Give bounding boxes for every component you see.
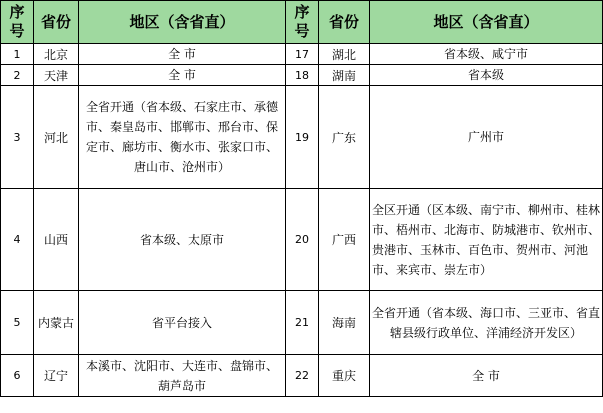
province-cell: 山西 bbox=[34, 189, 79, 291]
seq-cell: 19 bbox=[286, 86, 319, 189]
region-cell: 全 市 bbox=[79, 44, 286, 65]
region-cell: 全 市 bbox=[370, 355, 603, 397]
province-cell: 天津 bbox=[34, 65, 79, 86]
seq-cell: 2 bbox=[1, 65, 34, 86]
province-cell: 湖南 bbox=[319, 65, 370, 86]
table-row bbox=[1, 86, 603, 189]
header-region-left: 地区（含省直） bbox=[79, 1, 286, 44]
region-cell: 全省开通（省本级、海口市、三亚市、省直辖县级行政单位、洋浦经济开发区） bbox=[370, 291, 603, 355]
region-cell: 省本级、太原市 bbox=[79, 189, 286, 291]
province-cell: 辽宁 bbox=[34, 355, 79, 397]
region-cell: 本溪市、沈阳市、大连市、盘锦市、葫芦岛市 bbox=[79, 355, 286, 397]
seq-cell: 4 bbox=[1, 189, 34, 291]
seq-cell: 21 bbox=[286, 291, 319, 355]
table-row bbox=[1, 65, 603, 86]
table-row bbox=[1, 44, 603, 65]
region-cell: 省本级 bbox=[370, 65, 603, 86]
province-cell: 河北 bbox=[34, 86, 79, 189]
seq-cell: 22 bbox=[286, 355, 319, 397]
region-cell: 全 市 bbox=[79, 65, 286, 86]
table-row bbox=[1, 291, 603, 355]
region-cell: 省本级、咸宁市 bbox=[370, 44, 603, 65]
region-cell: 全省开通（省本级、石家庄市、承德市、秦皇岛市、邯郸市、邢台市、保定市、廊坊市、衡水市、张家口市、唐山市、沧州市） bbox=[79, 86, 286, 189]
seq-cell: 6 bbox=[1, 355, 34, 397]
region-cell: 广州市 bbox=[370, 86, 603, 189]
seq-cell: 5 bbox=[1, 291, 34, 355]
province-cell: 广东 bbox=[319, 86, 370, 189]
header-row bbox=[1, 1, 603, 44]
province-cell: 湖北 bbox=[319, 44, 370, 65]
seq-cell: 17 bbox=[286, 44, 319, 65]
province-cell: 内蒙古 bbox=[34, 291, 79, 355]
province-cell: 北京 bbox=[34, 44, 79, 65]
seq-cell: 20 bbox=[286, 189, 319, 291]
seq-cell: 18 bbox=[286, 65, 319, 86]
table-row bbox=[1, 189, 603, 291]
header-province-left: 省份 bbox=[34, 1, 79, 44]
header-seq-left: 序号 bbox=[1, 1, 34, 44]
seq-cell: 1 bbox=[1, 44, 34, 65]
region-cell: 全区开通（区本级、南宁市、柳州市、桂林市、梧州市、北海市、防城港市、钦州市、贵港市、玉林市、百色市、贺州市、河池市、来宾市、崇左市） bbox=[370, 189, 603, 291]
province-cell: 广西 bbox=[319, 189, 370, 291]
header-province-right: 省份 bbox=[319, 1, 370, 44]
table-row bbox=[1, 355, 603, 397]
region-cell: 省平台接入 bbox=[79, 291, 286, 355]
province-cell: 海南 bbox=[319, 291, 370, 355]
province-cell: 重庆 bbox=[319, 355, 370, 397]
seq-cell: 3 bbox=[1, 86, 34, 189]
header-seq-right: 序号 bbox=[286, 1, 319, 44]
header-region-right: 地区（含省直） bbox=[370, 1, 603, 44]
